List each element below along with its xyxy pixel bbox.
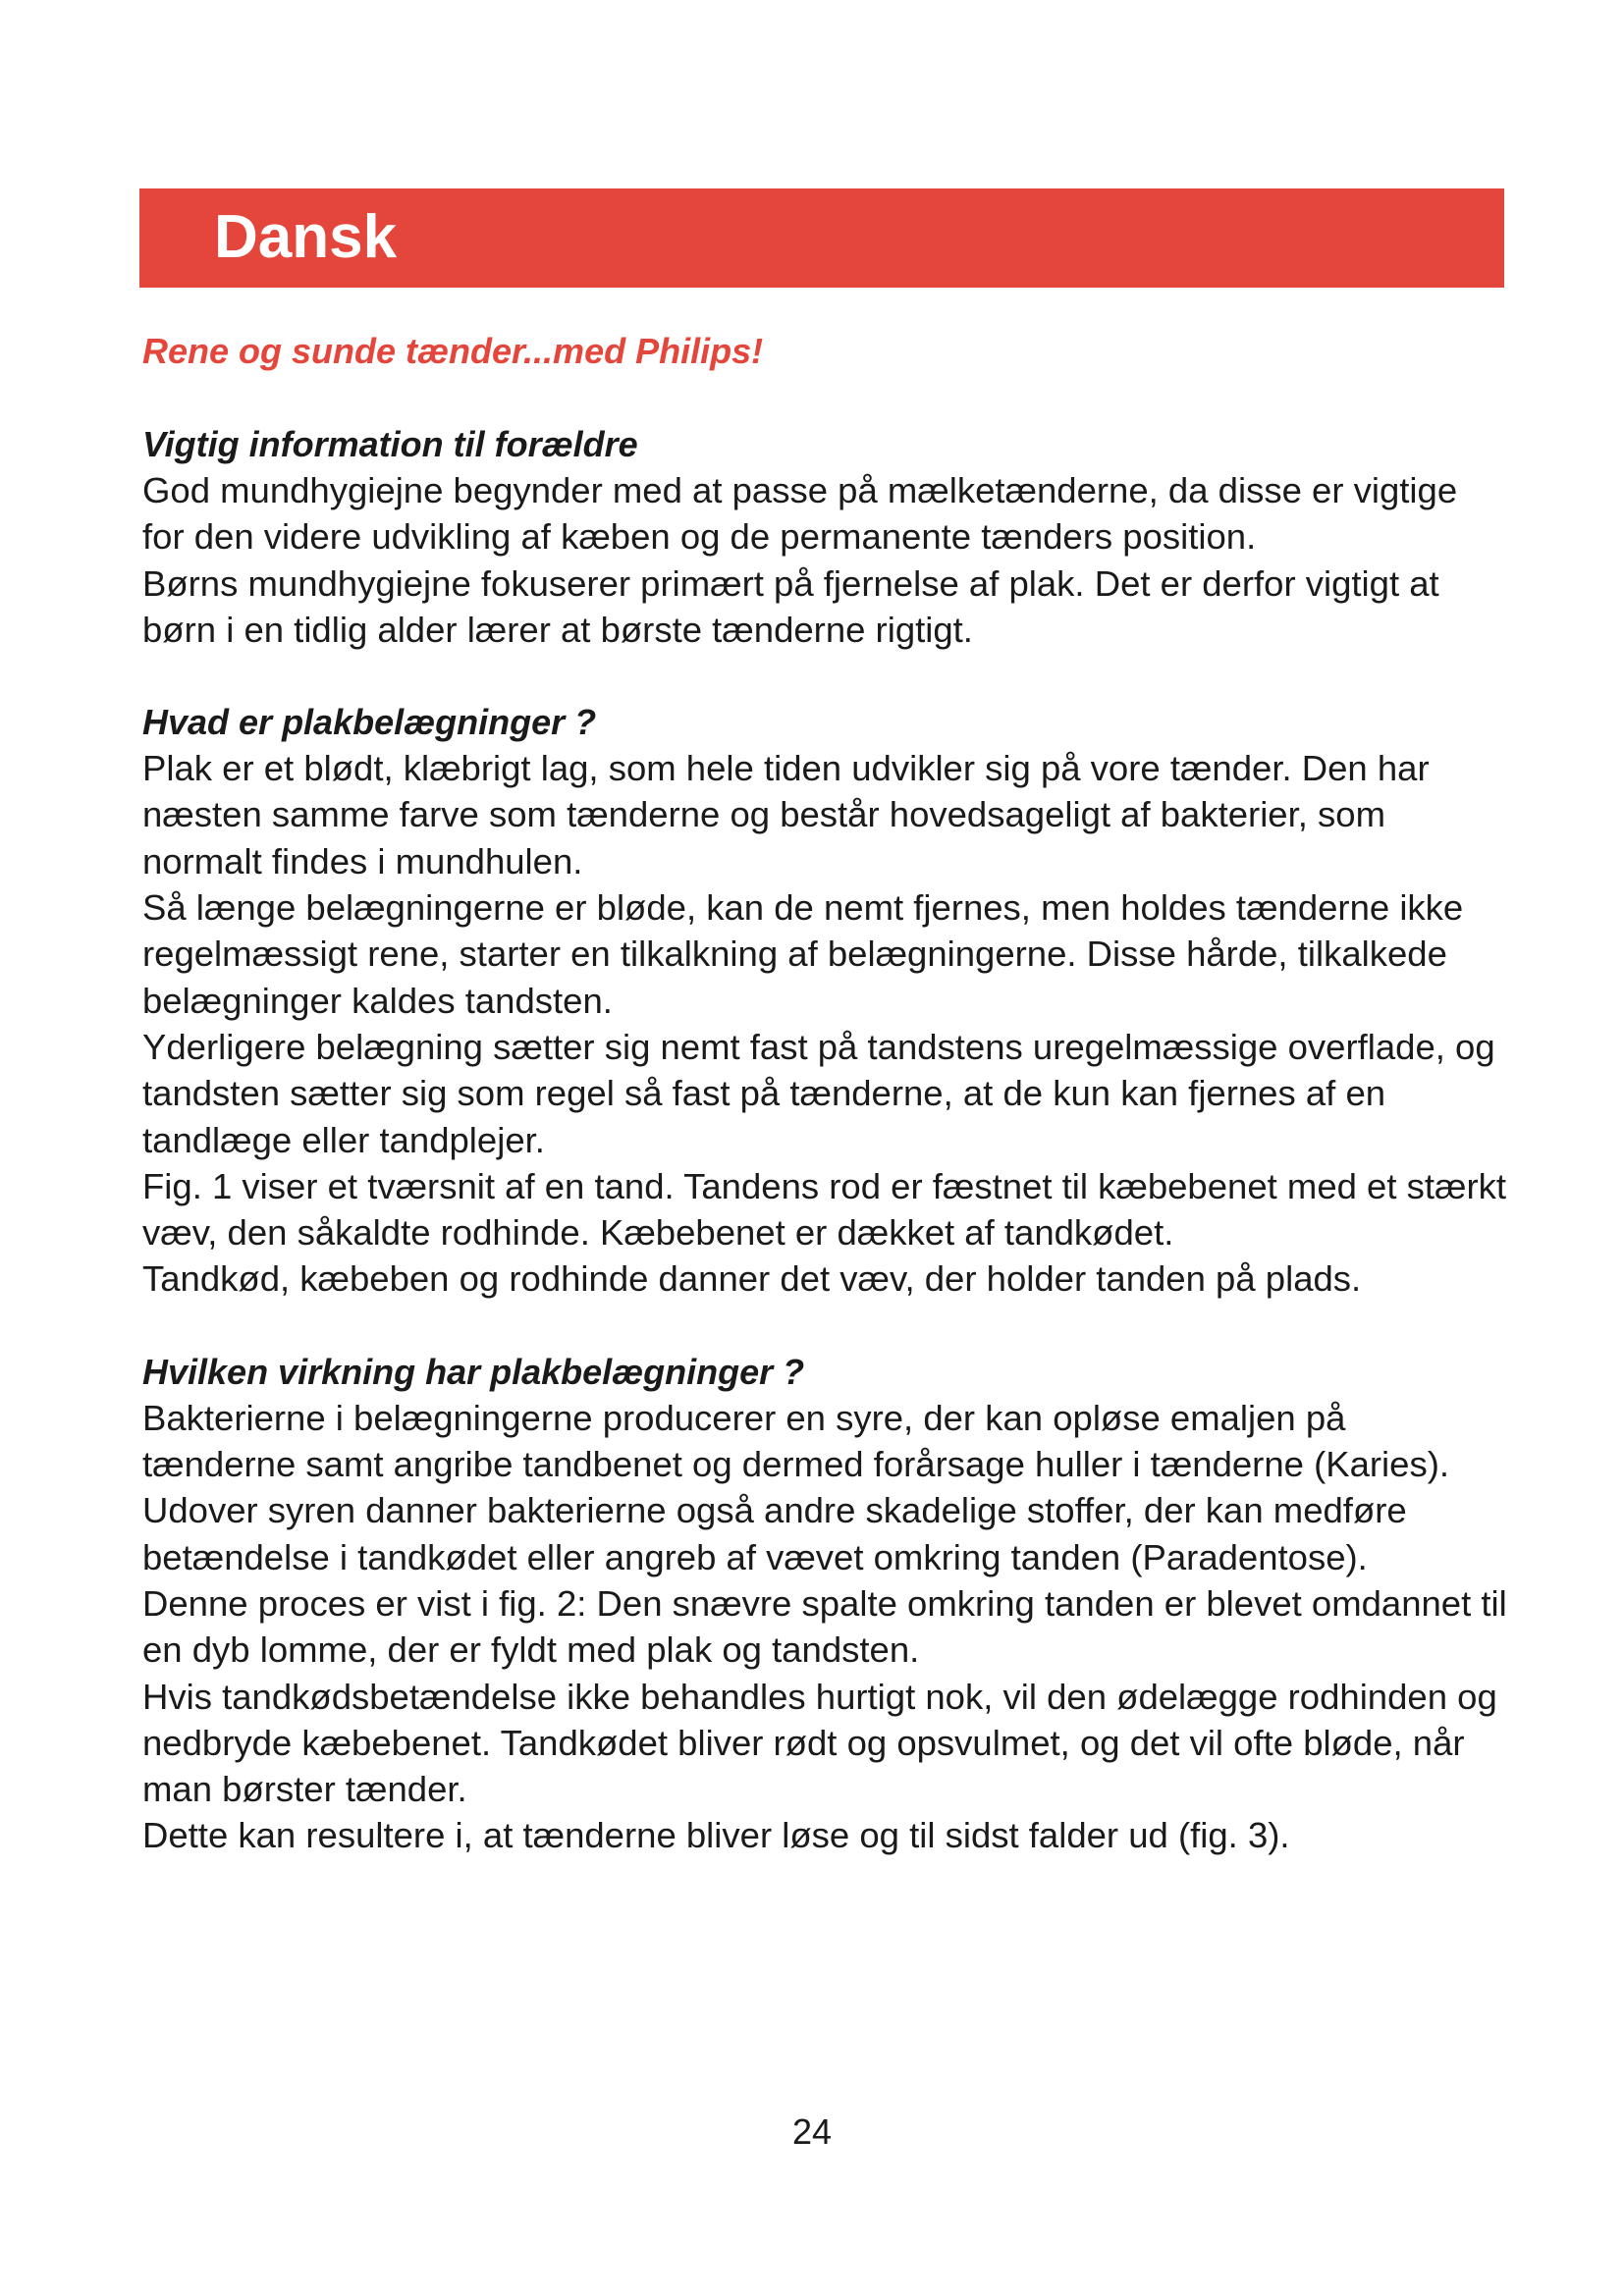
paragraph: Fig. 1 viser et tværsnit af en tand. Tandens rod er fæstnet til kæbebenet med et stærkt væv, den såkaldte rodhinde. Kæbebenet er dækket af tandkødet. [142, 1165, 1507, 1254]
paragraph: Yderligere belægning sætter sig nemt fast på tandstens uregelmæssige overflade, og tandsten sætter sig som regel så fast på tænderne, at de kun kan fjernes af en tandlæge eller tandplejer. [142, 1026, 1495, 1160]
page-content [142, 327, 1507, 1905]
section-plaque-effects [142, 1349, 1507, 1859]
paragraph: Tandkød, kæbeben og rodhinde danner det væv, der holder tanden på plads. [142, 1258, 1362, 1300]
page-number: 24 [791, 2111, 833, 2152]
section-what-is-plaque [142, 699, 1507, 1303]
paragraph: Hvis tandkødsbetændelse ikke behandles hurtigt nok, vil den ødelægge rodhinden og nedbryde kæbebenet. Tandkødet bliver rødt og opsvulmet, og det vil ofte bløde, når man børster tænder. [142, 1676, 1497, 1810]
section-heading: Vigtig information til forældre [142, 424, 638, 464]
paragraph: Bakterierne i belægningerne producerer en syre, der kan opløse emaljen på tænderne samt angribe tandbenet og dermed forårsage huller i tænderne (Karies). [142, 1397, 1449, 1485]
paragraph: Plak er et blødt, klæbrigt lag, som hele tiden udvikler sig på vore tænder. Den har næsten samme farve som tænderne og består hovedsageligt af bakterier, som normalt findes i mundhulen. [142, 748, 1430, 881]
section-heading: Hvilken virkning har plakbelægninger ? [142, 1351, 805, 1392]
section-parent-information [142, 421, 1507, 653]
paragraph: Så længe belægningerne er bløde, kan de nemt fjernes, men holdes tænderne ikke regelmæssigt rene, starter en tilkalkning af belægningerne. Disse hårde, tilkalkede belægninger kaldes tandsten. [142, 887, 1464, 1021]
language-banner [139, 188, 1504, 288]
paragraph: Børns mundhygiejne fokuserer primært på fjernelse af plak. Det er derfor vigtigt at børn i en tidlig alder lærer at børste tænderne rigtigt. [142, 562, 1439, 650]
paragraph: Denne proces er vist i fig. 2: Den snævre spalte omkring tanden er blevet omdannet til en dyb lomme, der er fyldt med plak og tandsten. [142, 1582, 1507, 1671]
section-heading: Hvad er plakbelægninger ? [142, 702, 597, 743]
paragraph: Dette kan resultere i, at tænderne bliver løse og til sidst falder ud (fig. 3). [142, 1815, 1290, 1856]
paragraph: Udover syren danner bakterierne også andre skadelige stoffer, der kan medføre betændelse i tandkødet eller angreb af vævet omkring tanden (Paradentose). [142, 1490, 1407, 1577]
banner-title: Dansk [214, 203, 398, 271]
page-subtitle: Rene og sunde tænder...med Philips! [142, 331, 764, 371]
paragraph: God mundhygiejne begynder med at passe på mælketænderne, da disse er vigtige for den videre udvikling af kæben og de permanente tænders position. [142, 470, 1458, 558]
